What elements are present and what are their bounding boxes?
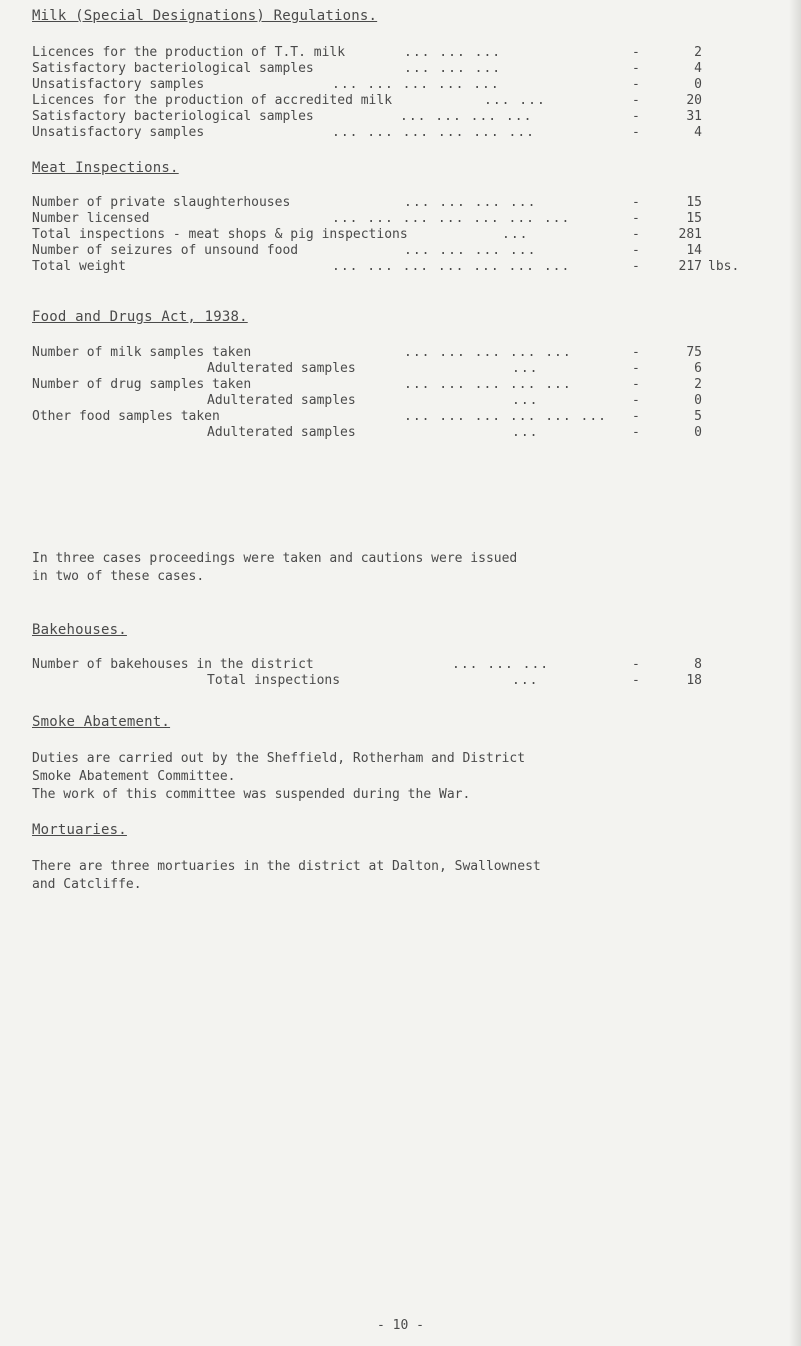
bake-row-label: Number of bakehouses in the district [32,657,314,672]
milk-row-leader-dots: ... ... ... ... ... ... [332,125,536,140]
milk-row-value: 4 [694,61,702,76]
bake-row-value: 18 [686,673,702,688]
milk-row [32,124,762,142]
meat-row-label: Number of seizures of unsound food [32,243,299,258]
milk-row-value: 4 [694,125,702,140]
milk-row-leader-dots: ... ... ... [404,61,502,76]
milk-row-value: 20 [686,93,702,108]
bake-row-dash: - [632,657,640,672]
milk-row-dash: - [632,61,640,76]
food-row-label: Adulterated samples [207,393,356,408]
milk-row-leader-dots: ... ... ... ... ... [332,77,500,92]
meat-row-label: Number of private slaughterhouses [32,195,291,210]
meat-row-dash: - [632,227,640,242]
food-note-line-2: in two of these cases. [32,569,205,584]
milk-row-label: Satisfactory bacteriological samples [32,61,314,76]
food-row-dash: - [632,361,640,376]
food-row [32,424,762,442]
food-row-label: Number of milk samples taken [32,345,252,360]
food-row-leader-dots: ... [512,361,539,376]
milk-row-value: 31 [686,109,702,124]
meat-row-unit: lbs. [708,259,740,274]
smoke-line-3: The work of this committee was suspended during the War. [32,787,471,802]
food-row-value: 75 [686,345,702,360]
milk-row-value: 0 [694,77,702,92]
meat-row-leader-dots: ... ... ... ... [404,195,537,210]
meat-row-label: Number licensed [32,211,150,226]
milk-row-dash: - [632,93,640,108]
food-row-value: 5 [694,409,702,424]
bakehouses-heading: Bakehouses. [32,622,127,638]
food-row-leader-dots: ... [512,393,539,408]
meat-row-value: 14 [686,243,702,258]
meat-heading: Meat Inspections. [32,160,179,176]
bake-row-label: Total inspections [207,673,341,688]
food-row-dash: - [632,377,640,392]
food-row-value: 0 [694,425,702,440]
food-row-leader-dots: ... [512,425,539,440]
milk-row-leader-dots: ... ... ... ... [400,109,533,124]
smoke-line-2: Smoke Abatement Committee. [32,769,236,784]
milk-row-value: 2 [694,45,702,60]
meat-row-leader-dots: ... ... ... ... ... ... ... [332,211,571,226]
milk-row-dash: - [632,109,640,124]
bake-row-value: 8 [694,657,702,672]
meat-row-dash: - [632,195,640,210]
meat-row [32,258,762,276]
food-row-leader-dots: ... ... ... ... ... ... [404,409,608,424]
food-row-label: Adulterated samples [207,425,356,440]
milk-row-dash: - [632,45,640,60]
bake-row [32,672,762,690]
meat-row-leader-dots: ... [502,227,529,242]
bake-row-dash: - [632,673,640,688]
bake-row-leader-dots: ... [512,673,539,688]
smoke-line-1: Duties are carried out by the Sheffield, Rotherham and District [32,751,526,766]
food-row-dash: - [632,393,640,408]
milk-row-dash: - [632,77,640,92]
mortuaries-line-2: and Catcliffe. [32,877,142,892]
food-row-label: Number of drug samples taken [32,377,252,392]
food-row-leader-dots: ... ... ... ... ... [404,377,572,392]
milk-row-leader-dots: ... ... ... [404,45,502,60]
food-row-value: 2 [694,377,702,392]
smoke-heading: Smoke Abatement. [32,714,171,730]
food-row-dash: - [632,409,640,424]
milk-row-label: Unsatisfactory samples [32,77,205,92]
milk-heading: Milk (Special Designations) Regulations. [32,8,378,24]
meat-row-leader-dots: ... ... ... ... [404,243,537,258]
food-row-label: Other food samples taken [32,409,220,424]
meat-row-label: Total inspections - meat shops & pig inspections [32,227,408,242]
meat-row-dash: - [632,259,640,274]
food-row-dash: - [632,345,640,360]
food-row-leader-dots: ... ... ... ... ... [404,345,572,360]
page-number: - 10 - [377,1318,424,1333]
milk-row-label: Licences for the production of accredited milk [32,93,393,108]
meat-row-leader-dots: ... ... ... ... ... ... ... [332,259,571,274]
bake-row-leader-dots: ... ... ... [452,657,550,672]
milk-row-label: Licences for the production of T.T. milk [32,45,346,60]
food-row-label: Adulterated samples [207,361,356,376]
milk-row-dash: - [632,125,640,140]
mortuaries-line-1: There are three mortuaries in the district at Dalton, Swallownest [32,859,541,874]
food-row-dash: - [632,425,640,440]
meat-row-label: Total weight [32,259,126,274]
page-edge-shadow [789,0,801,1346]
food-note-line-1: In three cases proceedings were taken and cautions were issued [32,551,518,566]
mortuaries-heading: Mortuaries. [32,822,127,838]
meat-row-value: 15 [686,195,702,210]
meat-row-value: 217 [678,259,702,274]
food-row-value: 0 [694,393,702,408]
milk-row-label: Satisfactory bacteriological samples [32,109,314,124]
milk-row-label: Unsatisfactory samples [32,125,205,140]
meat-row-dash: - [632,211,640,226]
food-row-value: 6 [694,361,702,376]
meat-row-dash: - [632,243,640,258]
milk-row-leader-dots: ... ... [484,93,546,108]
food-heading: Food and Drugs Act, 1938. [32,309,248,325]
meat-row-value: 281 [678,227,702,242]
meat-row-value: 15 [686,211,702,226]
